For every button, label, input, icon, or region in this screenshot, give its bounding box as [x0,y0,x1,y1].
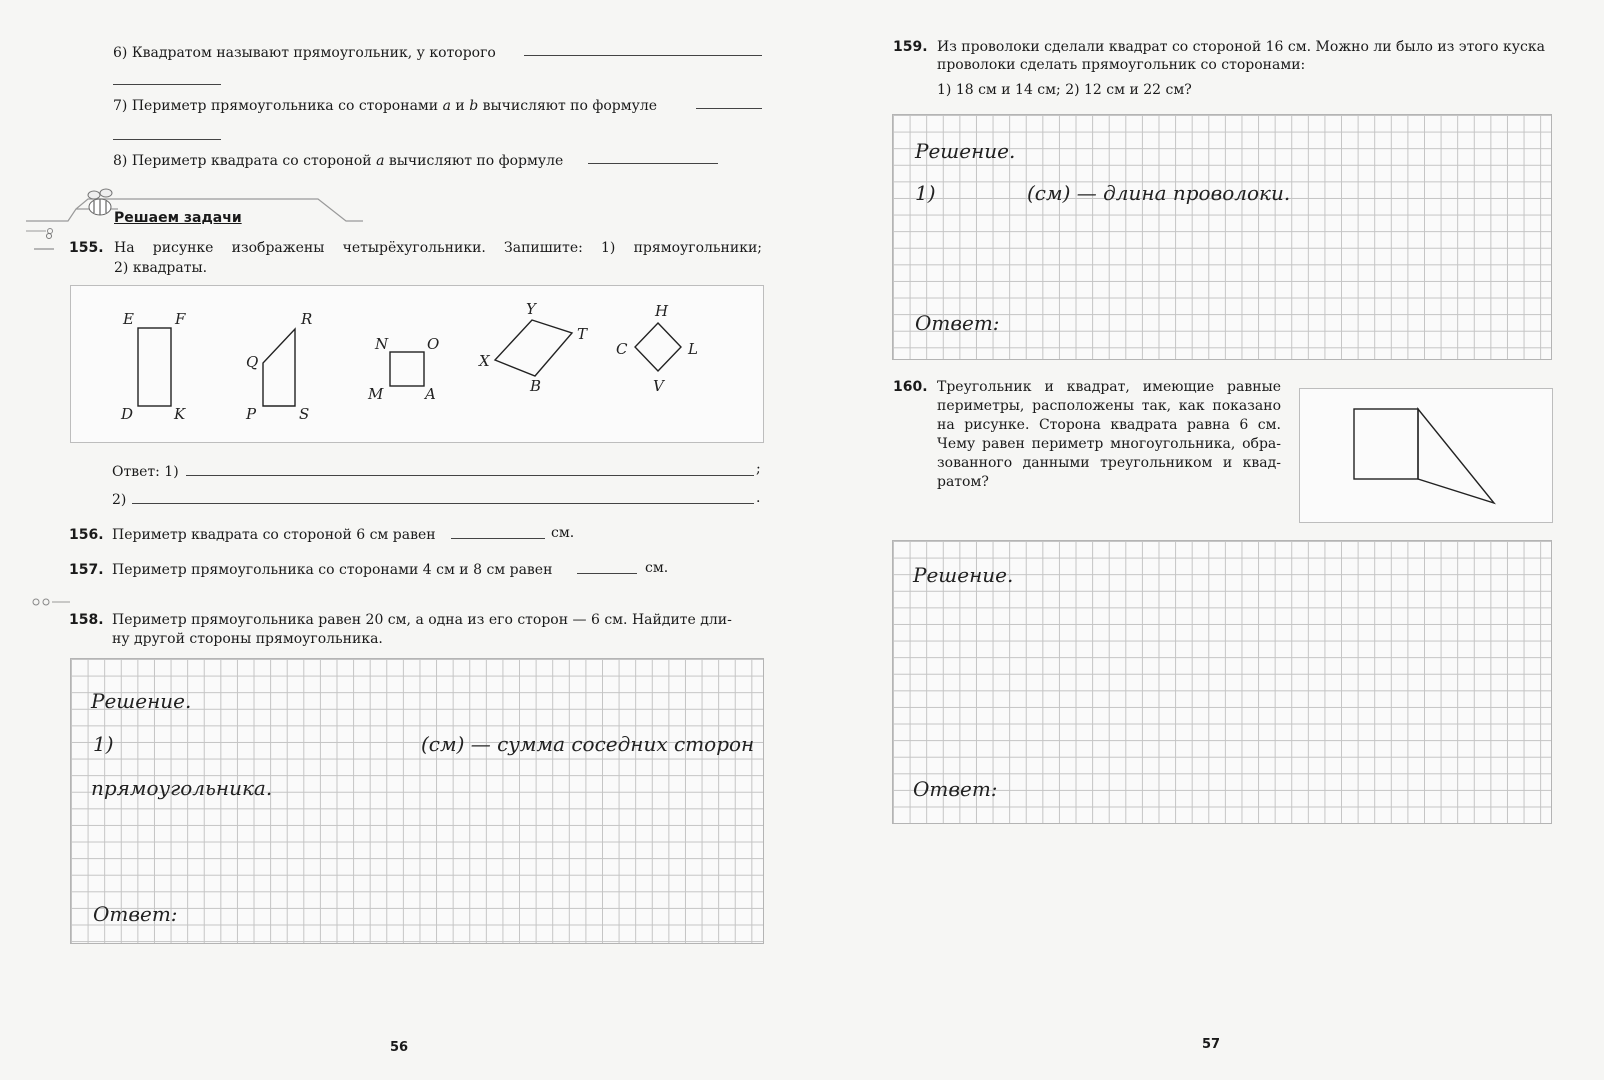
square-noam [390,352,424,386]
p157-unit: см. [645,560,669,576]
p155-answer-line-2[interactable] [132,503,754,504]
label-S: S [299,405,310,423]
label-B: B [530,377,542,395]
p158-step1-text: (см) — сумма соседних сторон [421,732,755,756]
page-number-56: 56 [390,1040,409,1055]
bee-icon [88,189,112,215]
p155-answer-sep2: . [756,490,761,506]
p157-number: 157. [69,562,104,578]
label-R: R [301,310,313,328]
figure-square [1354,409,1418,479]
label-F: F [175,310,186,328]
diamond-square-hlvc [635,323,681,371]
label-N: N [375,335,389,353]
p159-solution-grid[interactable] [892,114,1552,360]
p158-line2: ну другой стороны прямоугольника. [112,631,383,647]
p155-answer-label: Ответ: 1) [112,464,179,480]
label-C: C [616,340,628,358]
p158-line1: Периметр прямоугольника равен 20 см, а одна из его сторон — 6 см. Найдите дли- [112,612,732,628]
q7-text-post: вычисляют по формуле [482,98,658,114]
link-icon [32,232,56,254]
q7-answer-line-2[interactable] [113,139,221,140]
p159-answer-label: Ответ: [915,311,1000,335]
p159-line1: Из проволоки сделали квадрат со стороной 16 см. Можно ли было из этого куска [937,39,1545,55]
p155-answer-label2: 2) [112,492,127,508]
p159-step1-text: (см) — длина проволоки. [1027,181,1291,205]
p160-solution-grid[interactable] [892,540,1552,824]
label-P: P [246,405,257,423]
p155-figure [70,285,764,443]
quadrilaterals-figure [71,286,763,442]
p155-number: 155. [69,240,104,256]
p159-step1: 1) [915,181,936,205]
p158-step1: 1) [93,732,114,756]
p160-line-1: периметры, расположены так, как показано [937,398,1281,414]
p158-number: 158. [69,612,104,628]
p160-line-4: зованного данными треугольником и квад- [937,455,1281,471]
p160-solution-label: Решение. [913,563,1014,587]
p157-answer-line[interactable] [577,573,637,574]
p156-number: 156. [69,527,104,543]
p160-line-5: ратом? [937,474,989,490]
label-E: E [123,310,134,328]
q8-text [113,152,563,170]
p160-line-2: на рисунке. Сторона квадрата равна 6 см. [937,417,1281,433]
q7-text [113,97,657,115]
q6-answer-line-2[interactable] [113,84,221,85]
label-D: D [121,405,134,423]
q7-and: и [455,98,465,114]
p156-text: Периметр квадрата со стороной 6 см равен [112,527,436,543]
page-number-57: 57 [1202,1037,1221,1052]
p155-answer-line-1[interactable] [186,475,754,476]
p158-answer-label: Ответ: [93,902,178,926]
parallelogram-xytb [495,320,572,376]
q6-text: 6) Квадратом называют прямоугольник, у которого [113,45,496,61]
p160-line-3: Чему равен периметр многоугольника, обра- [937,436,1281,452]
p159-line2: проволоки сделать прямоугольник со сторонами: [937,57,1306,73]
label-H: H [655,302,669,320]
q7-var-b: b [469,98,479,114]
q8-answer-line[interactable] [588,163,718,164]
p156-unit: см. [551,525,575,541]
label-A: A [425,385,436,403]
triangle-square-figure [1300,389,1552,522]
rectangle-efkd [138,328,171,406]
section-title: Решаем задачи [114,210,242,226]
p160-line-0: Треугольник и квадрат, имеющие равные [937,379,1281,395]
label-O: O [427,335,440,353]
p158-step1-cont: прямоугольника. [91,776,273,800]
p156-answer-line[interactable] [451,538,545,539]
label-Y: Y [526,300,536,318]
p160-answer-label: Ответ: [913,777,998,801]
p158-solution-grid[interactable] [70,658,764,944]
label-M: M [368,385,384,403]
label-K: K [174,405,186,423]
q7-text-pre: 7) Периметр прямоугольника со сторонами [113,98,439,114]
p157-text: Периметр прямоугольника со сторонами 4 см и 8 см равен [112,562,553,578]
q8-text-post: вычисляют по формуле [388,153,564,169]
p158-solution-label: Решение. [91,689,192,713]
label-Q: Q [246,353,259,371]
p159-line3: 1) 18 см и 14 см; 2) 12 см и 22 см? [937,82,1192,98]
p155-line1: На рисунке изображены четырёхугольники. Запишите: 1) прямоугольники; [114,240,762,256]
q7-var-a: a [442,98,451,114]
link-circles-icon [30,594,70,610]
p155-line2: 2) квадраты. [114,260,208,276]
figure-triangle [1418,409,1494,503]
q8-var-a: a [376,153,385,169]
p159-number: 159. [893,39,928,55]
p160-number: 160. [893,379,928,395]
p160-figure [1299,388,1553,523]
trapezoid-qrsp [263,329,295,406]
label-T: T [577,325,588,343]
label-L: L [688,340,698,358]
label-V: V [653,377,664,395]
q6-answer-line[interactable] [524,55,762,56]
p155-answer-sep1: ; [756,461,761,477]
label-X: X [479,352,490,370]
q7-answer-line[interactable] [696,108,762,109]
p159-solution-label: Решение. [915,139,1016,163]
q8-text-pre: 8) Периметр квадрата со стороной [113,153,372,169]
